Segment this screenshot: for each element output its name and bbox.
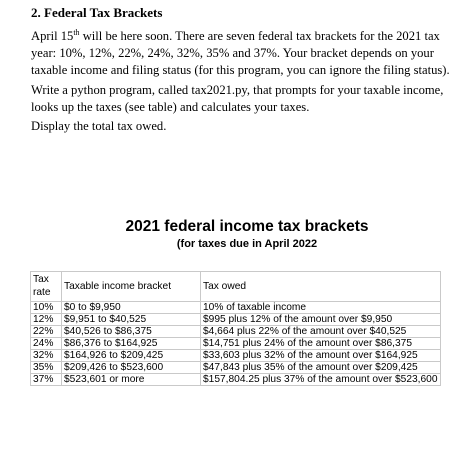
- rate-cell: 24%: [31, 338, 62, 350]
- table-row: [31, 362, 441, 374]
- header-tax-owed: Tax owed: [201, 272, 441, 302]
- header-tax-rate-line2: rate: [33, 287, 51, 298]
- intro-date-suffix: th: [73, 27, 80, 37]
- table-row: [31, 374, 441, 386]
- rate-cell: 37%: [31, 374, 62, 386]
- rate-cell: 32%: [31, 350, 62, 362]
- owed-cell: $4,664 plus 22% of the amount over $40,525: [201, 326, 441, 338]
- table-row: [31, 326, 441, 338]
- bracket-cell: $209,426 to $523,600: [62, 362, 201, 374]
- bracket-cell: $0 to $9,950: [62, 302, 201, 314]
- owed-cell: $157,804.25 plus 37% of the amount over $523,600: [201, 374, 441, 386]
- rate-cell: 10%: [31, 302, 62, 314]
- owed-cell: $33,603 plus 32% of the amount over $164,925: [201, 350, 441, 362]
- bracket-cell: $164,926 to $209,425: [62, 350, 201, 362]
- intro-body-text: will be here soon. There are seven federal tax brackets for the 2021 tax year: 10%, 12%, 22%, 24%, 32%, 35% and 37%. Your bracket depends on your taxable income and filing status (for this program, you can ignore the filing status).: [31, 29, 450, 77]
- header-income-bracket: Taxable income bracket: [62, 272, 201, 302]
- rate-cell: 22%: [31, 326, 62, 338]
- table-subtitle: (for taxes due in April 2022: [176, 238, 318, 250]
- table-row: [31, 314, 441, 326]
- header-tax-rate: [31, 272, 62, 302]
- table-row: [31, 350, 441, 362]
- task-paragraph: Write a python program, called tax2021.py, that prompts for your taxable income, looks up the taxes (see table) and calculates your taxes.: [31, 83, 444, 114]
- table-row: [31, 302, 441, 314]
- owed-cell: 10% of taxable income: [201, 302, 441, 314]
- intro-paragraph: [31, 28, 456, 79]
- table-title: 2021 federal income tax brackets: [125, 218, 369, 235]
- bracket-cell: $9,951 to $40,525: [62, 314, 201, 326]
- owed-cell: $995 plus 12% of the amount over $9,950: [201, 314, 441, 326]
- bracket-cell: $40,526 to $86,375: [62, 326, 201, 338]
- tax-bracket-table: [30, 271, 441, 386]
- bracket-cell: $523,601 or more: [62, 374, 201, 386]
- header-tax-rate-line1: Tax: [33, 274, 49, 285]
- section-heading: 2. Federal Tax Brackets: [31, 5, 163, 20]
- table-header-row: [31, 272, 441, 302]
- table-row: [31, 338, 441, 350]
- owed-cell: $14,751 plus 24% of the amount over $86,375: [201, 338, 441, 350]
- intro-date-text: April 15: [31, 29, 74, 43]
- rate-cell: 35%: [31, 362, 62, 374]
- owed-cell: $47,843 plus 35% of the amount over $209,425: [201, 362, 441, 374]
- output-paragraph: Display the total tax owed.: [31, 119, 167, 133]
- rate-cell: 12%: [31, 314, 62, 326]
- bracket-cell: $86,376 to $164,925: [62, 338, 201, 350]
